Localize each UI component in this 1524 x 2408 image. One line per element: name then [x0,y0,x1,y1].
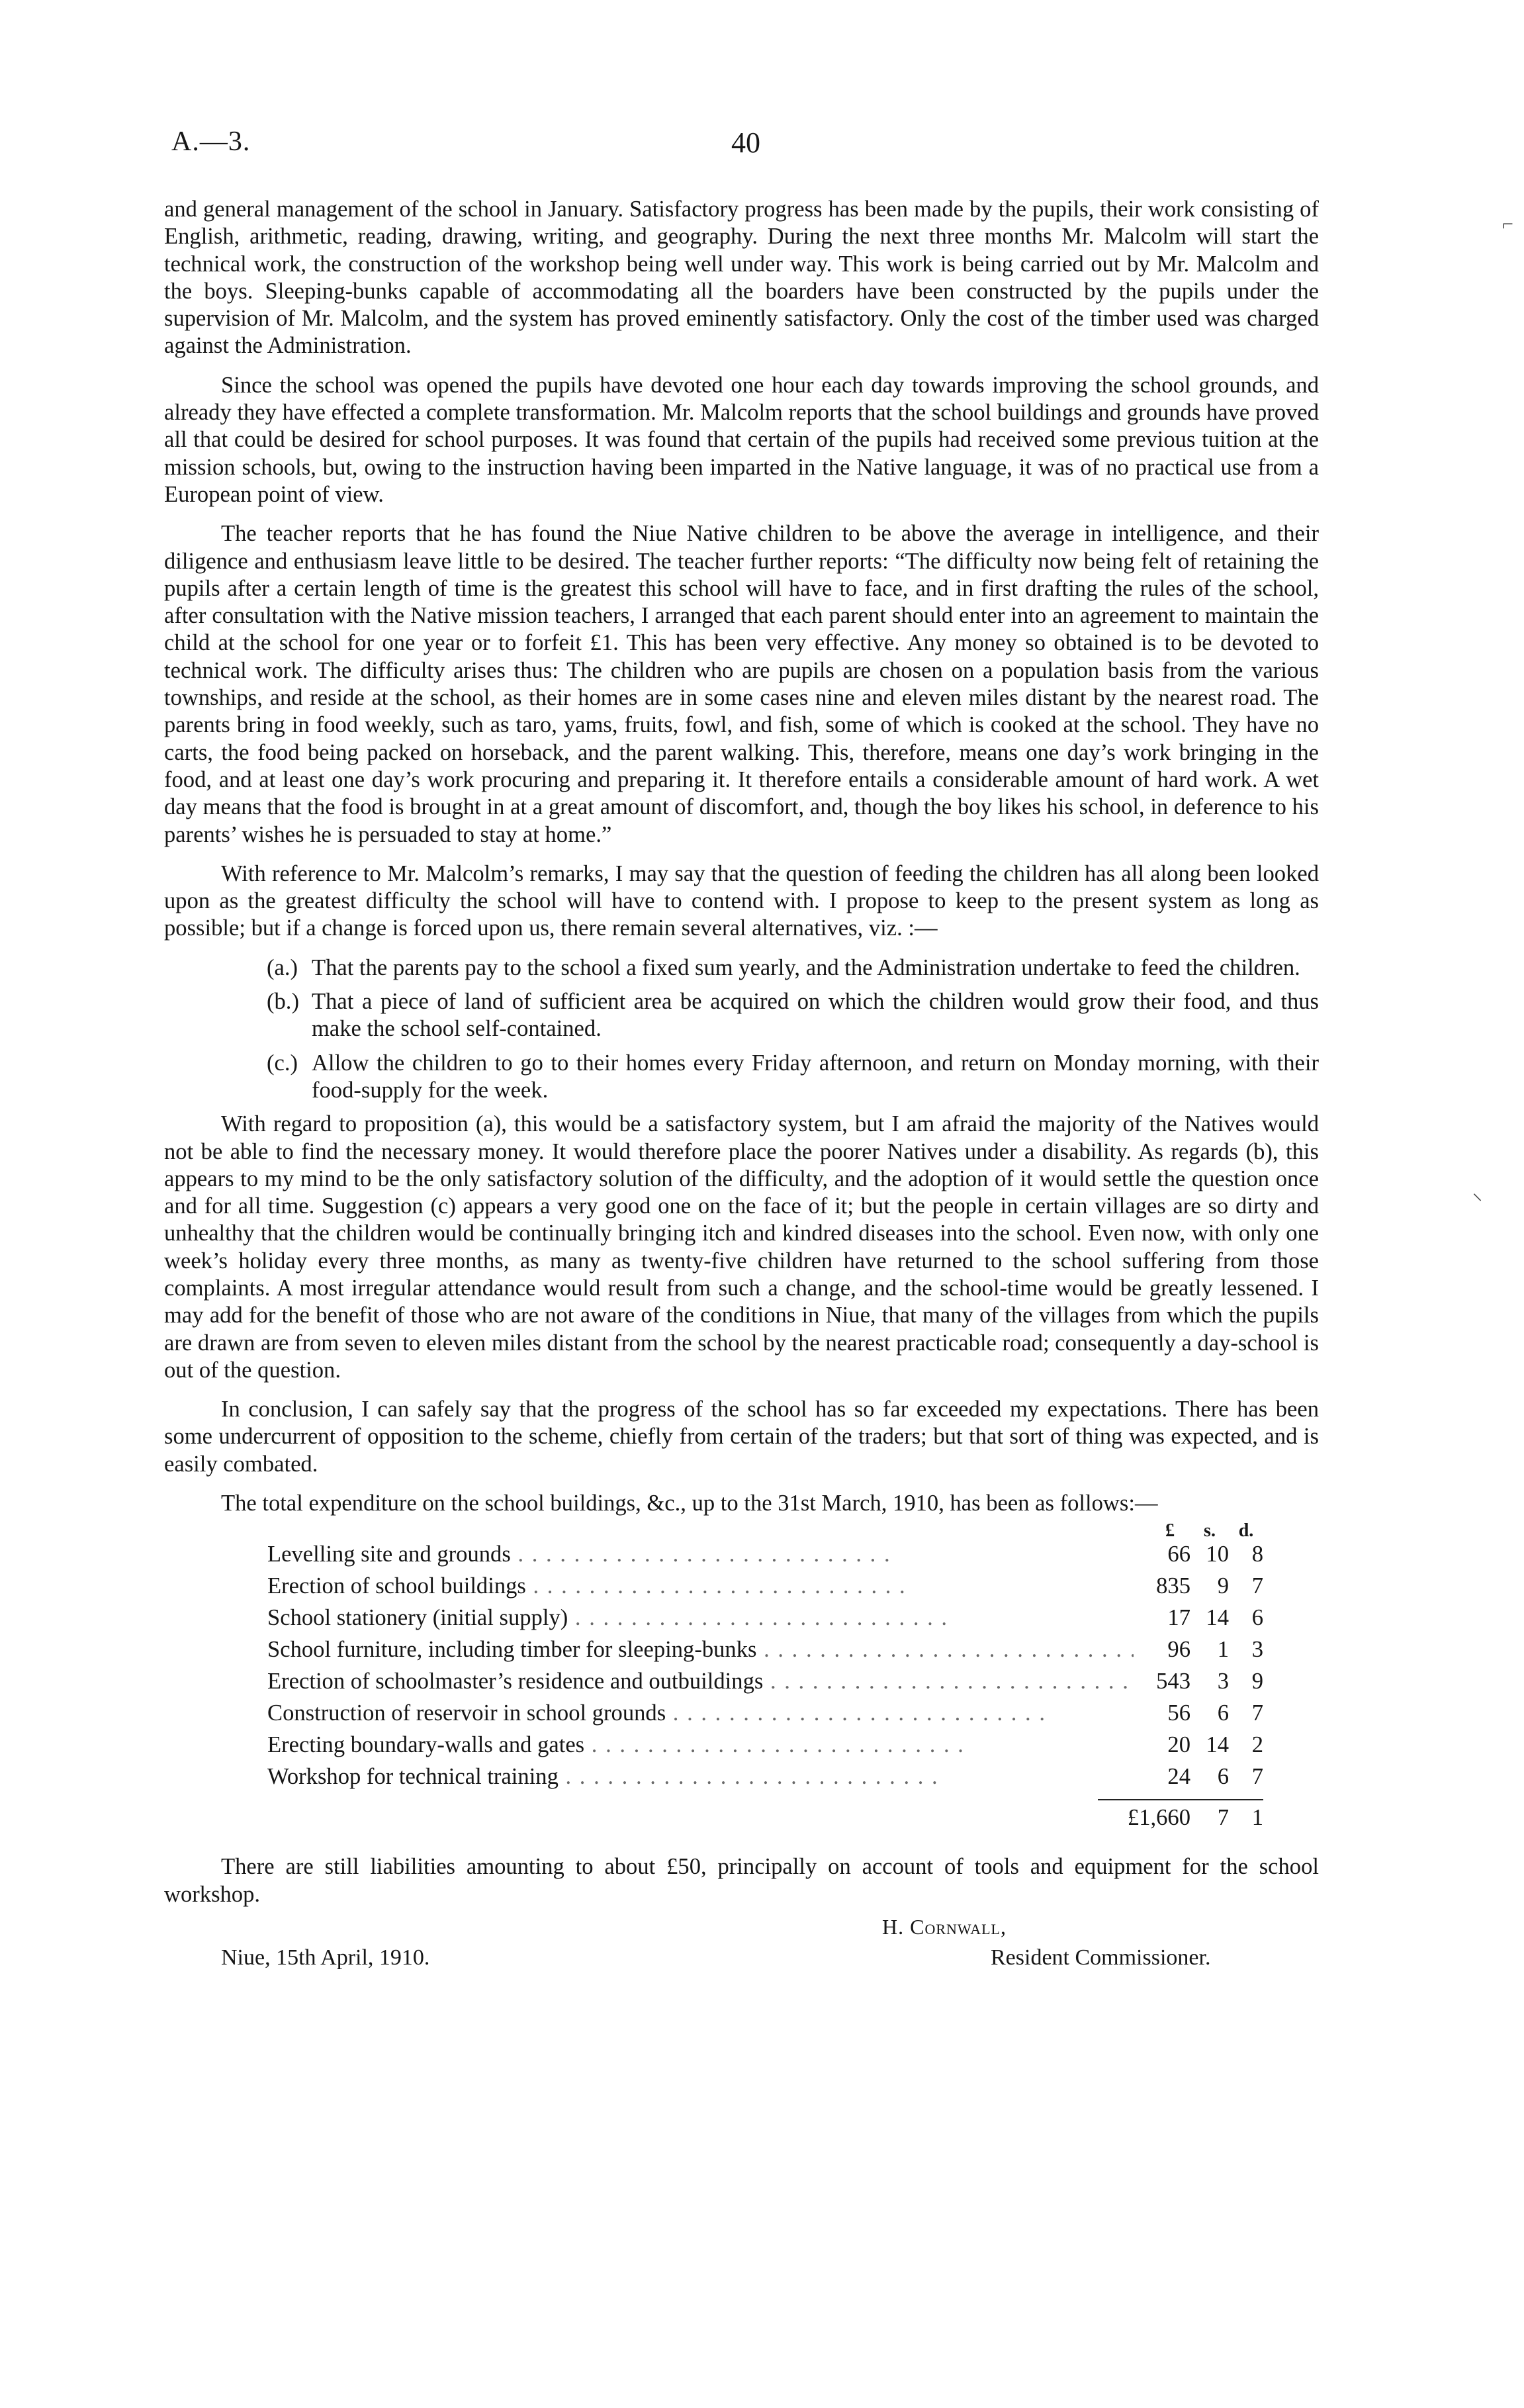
amount-pence: 9 [1251,1669,1263,1694]
expenditure-amount [1134,1732,1319,1759]
amount-pounds: 17 [1167,1605,1190,1631]
expenditure-item: Erection of schoolmaster’s residence and outbuildings . . . [164,1668,1134,1695]
amount-shillings: 6 [1217,1700,1229,1726]
expenditure-amount [1134,1636,1319,1663]
expenditure-amount [1134,1604,1319,1632]
amount-shillings: 1 [1217,1637,1229,1663]
paragraph-teacher-report: The teacher reports that he has found the Niue Native children to be above the average in intelligence, and their diligence and enthusiasm leave little to be desired. The teacher further reports: “The difficulty now being felt of retaining the pupils after a certain length of time is the greatest this school will have to face, and in first drafting the rules of the school, after consultation with the Native mission teachers, I arranged that each parent should enter into an agreement to maintain the child at the school for one year or to forfeit £1. This has been very effective. Any money so obtained is to be devoted to technical work. The difficulty arises thus: The children who are pupils are chosen on a population basis from the various townships, and reside at the school, as their homes are in some cases nine and eleven miles distant by the nearest road. The parents bring in food weekly, such as taro, yams, fruits, fowl, and fish, some of which is cooked at the school. They have no carts, the food being packed on horseback, and the parent walking. This, therefore, means one day’s work bringing in the food, and at least one day’s work procuring and preparing it. It therefore entails a considerable amount of hard work. A wet day means that the food is brought in at a great amount of discomfort, and, though the boy likes his school, in deference to his parents’ wishes he is persuaded to stay at home.” [164,521,1319,847]
liabilities-paragraph: There are still liabilities amounting to about £50, principally on account of tools and equipment for the school workshop. [164,1854,1319,1907]
expenditure-item: School furniture, including timber for sleeping-bunks . . . [164,1636,1134,1663]
place-date: Niue, 15th April, 1910. [221,1945,430,1970]
table-row [164,1732,1319,1763]
page-number: 40 [731,126,760,159]
alternative-b [164,988,1319,1043]
total-pence: 1 [1251,1804,1263,1830]
table-row [164,1700,1319,1732]
amount-shillings: 9 [1217,1573,1229,1599]
amount-pounds: 20 [1167,1732,1190,1758]
alternative-label: (a.) [267,954,298,980]
amount-pounds: 96 [1167,1637,1190,1663]
amount-pounds: 56 [1167,1700,1190,1726]
document-body [164,196,1319,2000]
amount-pence: 2 [1251,1732,1263,1758]
table-row [164,1763,1319,1795]
header-shillings: s. [1204,1520,1216,1542]
expenditure-table [164,1517,1319,1835]
amount-pounds: 66 [1167,1542,1190,1567]
expenditure-item: Workshop for technical training . . . [164,1763,1134,1790]
alternative-text: That a piece of land of sufficient area be acquired on which the children would grow their food, and thus make the school self-contained. [312,989,1319,1042]
margin-tick-mark: ⌐ [1502,213,1513,235]
alternative-c [164,1050,1319,1105]
alternative-text: That the parents pay to the school a fixed sum yearly, and the Administration undertake to feed the children. [312,954,1300,980]
paragraph-conclusion: In conclusion, I can safely say that the progress of the school has so far exceeded my expectations. There has been some undercurrent of opposition to the scheme, chiefly from certain of the traders; but that sort of thing was expected, and is easily combated. [164,1397,1319,1477]
amount-pence: 3 [1251,1637,1263,1663]
total-shillings: 7 [1217,1804,1229,1830]
amount-shillings: 14 [1206,1605,1229,1631]
expenditure-item: Construction of reservoir in school grounds . . . [164,1700,1134,1727]
alternatives-list [164,954,1319,1104]
expenditure-header [164,1517,1319,1541]
document-reference: A.—3. [171,126,251,157]
expenditure-item: Erection of school buildings . . . [164,1573,1134,1600]
paragraph-propositions: With regard to proposition (a), this would be a satisfactory system, but I am afraid the majority of the Natives would not be able to find the necessary money. It would therefore place the poorer Natives under a disability. As regards (b), this appears to my mind to be the only satisfactory solution of the difficulty, and the adoption of it would settle the question once and for all time. Suggestion (c) appears a very good one on the face of it; but the people in certain villages are so dirty and unhealthy that the children would be continually bringing itch and kindred diseases into the school. Even now, with only one week’s holiday every three months, as many as twenty-five children have returned to the school suffering from those complaints. A most irregular attendance would result from such a change, and the school-time would be greatly lessened. I may add for the benefit of those who are not aware of the conditions in Niue, that many of the villages from which the pupils are drawn are from seven to eleven miles distant from the school by the nearest practicable road; consequently a day-school is out of the question. [164,1111,1319,1383]
amount-pounds: 543 [1156,1669,1190,1694]
alternative-text: Allow the children to go to their homes every Friday afternoon, and return on Monday morning, with their food-supply for the week. [312,1050,1319,1103]
paragraph-feeding-question: With reference to Mr. Malcolm’s remarks, I may say that the question of feeding the children has all along been looked upon as the greatest difficulty the school will have to contend with. I propose to keep to the present system as long as possible; but if a change is forced upon us, there remain several alternatives, viz. :— [164,860,1319,941]
expenditure-amount [1134,1573,1319,1600]
amount-pence: 6 [1251,1605,1263,1631]
expenditure-item: Erecting boundary-walls and gates . . . [164,1732,1134,1759]
expenditure-intro: The total expenditure on the school buildings, &c., up to the 31st March, 1910, has been as follows:— [221,1491,1158,1516]
table-row [164,1636,1319,1668]
expenditure-total [164,1800,1319,1835]
total-pounds: £1,660 [1127,1804,1190,1830]
amount-shillings: 10 [1206,1542,1229,1567]
table-row [164,1541,1319,1573]
expenditure-amount [1134,1541,1319,1568]
signatory-name: H. Cornwall, [882,1914,1007,1939]
alternative-label: (b.) [267,989,299,1015]
expenditure-amount [1134,1763,1319,1790]
header-pounds: £ [1165,1520,1175,1542]
amount-pence: 7 [1251,1764,1263,1790]
signatory-title: Resident Commissioner. [991,1945,1211,1970]
amount-pence: 8 [1251,1542,1263,1567]
margin-tick-mark: ⸜ [1472,1182,1482,1204]
expenditure-amount [1134,1668,1319,1695]
amount-pounds: 835 [1156,1573,1190,1599]
signature-block [164,1914,1319,2000]
alternative-a [164,954,1319,982]
expenditure-item: School stationery (initial supply) . . . [164,1604,1134,1632]
header-pence: d. [1238,1520,1254,1542]
paragraph-continued: and general management of the school in January. Satisfactory progress has been made by the pupils, their work consisting of English, arithmetic, reading, drawing, writing, and geography. During the next three months Mr. Malcolm will start the technical work, the construction of the workshop being well under way. This work is being carried out by Mr. Malcolm and the boys. Sleeping-bunks capable of accommodating all the boarders have been constructed by the pupils under the supervision of Mr. Malcolm, and the system has proved eminently satisfactory. Only the cost of the timber used was charged against the Administration. [164,197,1319,359]
amount-shillings: 6 [1217,1764,1229,1790]
expenditure-item: Levelling site and grounds . . . [164,1541,1134,1568]
table-row [164,1668,1319,1700]
alternative-label: (c.) [267,1050,298,1076]
amount-shillings: 14 [1206,1732,1229,1758]
table-row [164,1604,1319,1636]
amount-pence: 7 [1251,1573,1263,1599]
amount-pounds: 24 [1167,1764,1190,1790]
table-row [164,1573,1319,1604]
paragraph-school-grounds: Since the school was opened the pupils have devoted one hour each day towards improving the school grounds, and already they have effected a complete transformation. Mr. Malcolm reports that the school buildings and grounds have proved all that could be desired for school purposes. It was found that certain of the pupils had received some previous tuition at the mission schools, but, owing to the instruction having been imparted in the Native language, it was of no practical use from a European point of view. [164,372,1319,507]
amount-pence: 7 [1251,1700,1263,1726]
amount-shillings: 3 [1217,1669,1229,1694]
expenditure-amount [1134,1700,1319,1727]
